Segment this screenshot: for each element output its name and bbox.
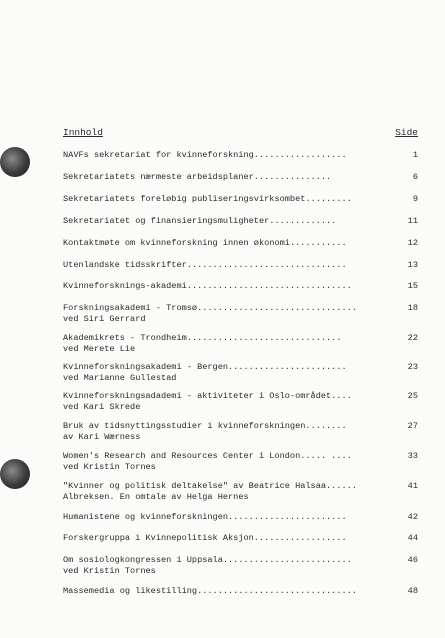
toc-entry-page-number: 1: [412, 150, 418, 160]
toc-entry: [63, 512, 418, 523]
toc-entry: [63, 172, 418, 183]
toc-entry: [63, 533, 418, 544]
toc-entry: [63, 451, 418, 473]
toc-entry: [63, 303, 418, 325]
toc-entry-page-number: 27: [407, 421, 418, 431]
toc-entry-subtitle: ved Kari Skrede: [63, 402, 141, 412]
toc-entry-title: Kvinneforsknings-akademi................................: [63, 281, 352, 291]
toc-entry-title: Kvinneforskningsakademi - Bergen.......................: [63, 362, 347, 372]
toc-entry-line: [63, 150, 418, 161]
toc-entry: [63, 260, 418, 271]
toc-entry-subtitle: ved Merete Lie: [63, 344, 136, 354]
toc-entry: [63, 391, 418, 413]
toc-entry: [63, 362, 418, 384]
toc-entry-page-number: 13: [407, 260, 418, 270]
toc-entry-line: [63, 555, 418, 566]
toc-entry-line: [63, 333, 418, 344]
toc-entry-line: [63, 303, 418, 314]
toc-entry-title: Kvinneforskningsadademi - aktiviteter i Oslo-området....: [63, 391, 352, 401]
toc-entry-title: Women's Research and Resources Center i London..... ....: [63, 451, 352, 461]
toc-entry-line: [63, 238, 418, 249]
toc-entry-title: Akademikrets - Trondheim..............................: [63, 333, 342, 343]
toc-entry-line: [63, 362, 418, 373]
toc-header: [63, 127, 418, 141]
toc-entry: [63, 281, 418, 292]
toc-entry-title: Sekretariatet og finansieringsmuligheter.............: [63, 216, 337, 226]
toc-entry-line: [63, 172, 418, 183]
toc-entry: [63, 238, 418, 249]
toc-entry-line: [63, 194, 418, 205]
toc-entry-title: Sekretariatets foreløbig publiseringsvirksombet.........: [63, 194, 352, 204]
toc-entry-page-number: 42: [407, 512, 418, 522]
toc-entry-title: Sekretariatets nærmeste arbeidsplaner...............: [63, 172, 332, 182]
toc-entry-title: Utenlandske tidsskrifter...............................: [63, 260, 347, 270]
toc-entry-subtitle: ved Marianne Gullestad: [63, 373, 177, 383]
toc-entry-page-number: 18: [407, 303, 418, 313]
toc-entry-subtitle: av Kari Wærness: [63, 432, 141, 442]
toc-entry-page-number: 33: [407, 451, 418, 461]
toc-entry: [63, 150, 418, 161]
toc-entry: [63, 421, 418, 443]
toc-entry-title: Massemedia og likestilling...............................: [63, 586, 357, 596]
toc-entry-page-number: 48: [407, 586, 418, 596]
toc-entry-line: [63, 586, 418, 597]
toc-entry-page-number: 6: [412, 172, 418, 182]
toc-entry-subtitle: ved Siri Gerrard: [63, 314, 146, 324]
toc-entry-subtitle: ved Kristin Tornes: [63, 462, 156, 472]
toc-entry-page-number: 46: [407, 555, 418, 565]
toc-entry: [63, 586, 418, 597]
toc-entry-page-number: 12: [407, 238, 418, 248]
toc-entry: [63, 216, 418, 227]
toc-entry-title: "Kvinner og politisk deltakelse" av Beatrice Halsaa......: [63, 481, 357, 491]
toc-entry-page-number: 41: [407, 481, 418, 491]
toc-entry-page-number: 25: [407, 391, 418, 401]
toc-entry-page-number: 22: [407, 333, 418, 343]
toc-entry-line: [63, 281, 418, 292]
toc-entry-line: [63, 451, 418, 462]
toc-entry-line: [63, 421, 418, 432]
toc-entry-page-number: 11: [407, 216, 418, 226]
punch-hole-top: [0, 147, 30, 177]
toc-entry-subtitle: Albreksen. En omtale av Helga Hernes: [63, 492, 249, 502]
toc-entry: [63, 333, 418, 355]
toc-entry-line: [63, 391, 418, 402]
toc-entry-title: Humanistene og kvinneforskningen.......................: [63, 512, 347, 522]
toc-entry-title: Forskergruppa i Kvinnepolitisk Aksjon..................: [63, 533, 347, 543]
toc-entry: [63, 555, 418, 577]
toc-entry-line: [63, 481, 418, 492]
toc-heading: Innhold: [63, 127, 103, 138]
toc-entry: [63, 194, 418, 205]
punch-hole-bottom: [0, 459, 30, 489]
toc-entry-page-number: 15: [407, 281, 418, 291]
toc-entry-line: [63, 512, 418, 523]
toc-entry-page-number: 9: [412, 194, 418, 204]
toc-entry-title: Bruk av tidsnyttingsstudier i kvinneforskningen........: [63, 421, 347, 431]
toc-entry-title: Forskningsakademi - Tromsø...............................: [63, 303, 357, 313]
toc-entry-subtitle: ved Kristin Tornes: [63, 566, 156, 576]
toc-entry-line: [63, 260, 418, 271]
toc-entry-title: Kontaktmøte om kvinneforskning innen økonomi...........: [63, 238, 347, 248]
toc-entry-title: Om sosiologkongressen i Uppsala.........................: [63, 555, 352, 565]
page-column-heading: Side: [395, 127, 418, 138]
toc-entry-page-number: 44: [407, 533, 418, 543]
toc-entry-line: [63, 533, 418, 544]
toc-entry-line: [63, 216, 418, 227]
toc-entry-page-number: 23: [407, 362, 418, 372]
toc-entry: [63, 481, 418, 503]
toc-entry-title: NAVFs sekretariat for kvinneforskning..................: [63, 150, 347, 160]
